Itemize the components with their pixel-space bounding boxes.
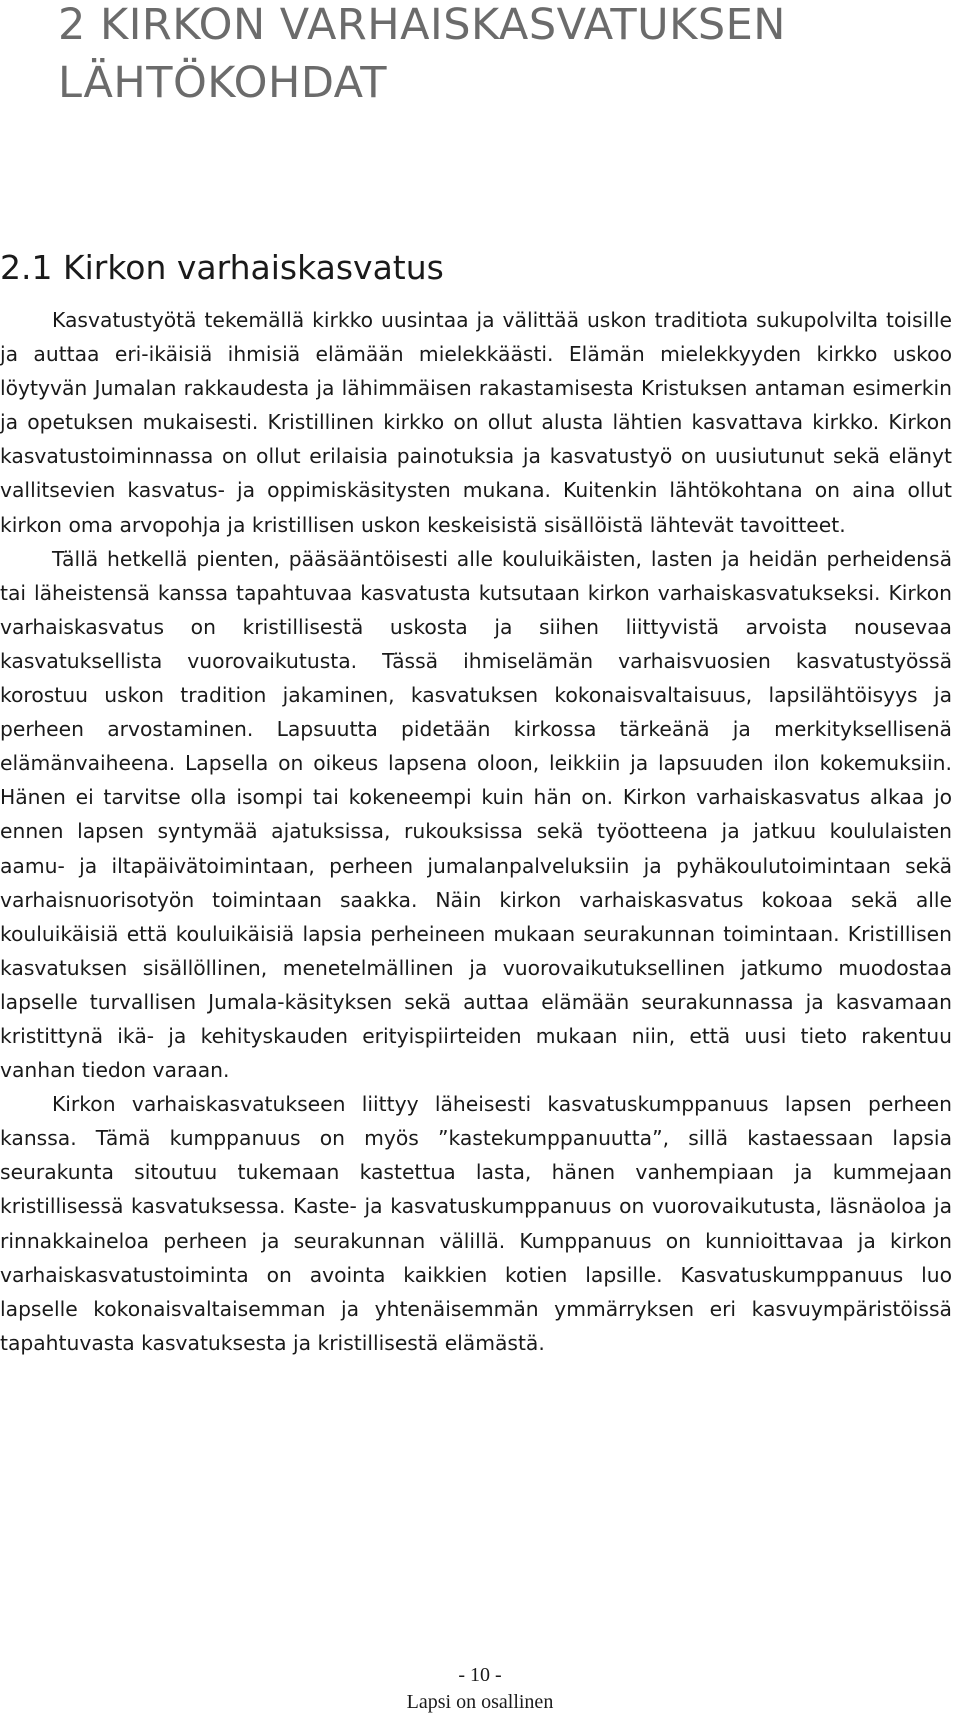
paragraph: Kasvatustyötä tekemällä kirkko uusintaa ja välittää uskon traditiota sukupolvilta toisille ja auttaa eri-ikäisiä ihmisiä elämään mielekkäästi. Elämän mielekkyyden kirkko uskoo löytyvän Jumalan rakkaudesta ja lähimmäisen rakastamisesta Kristuksen antaman esimerkin ja opetuksen mukaisesti. Kristillinen kirkko on ollut alusta lähtien kasvattava kirkko. Kirkon kasvatustoiminnassa on ollut erilaisia painotuksia ja kasvatustyö on uusiutunut sekä elänyt vallitsevien kasvatus- ja oppimiskäsitysten mukana. Kuitenkin lähtökohtana on aina ollut kirkon oma arvopohja ja kristillisen uskon keskeisistä sisällöistä lähtevät tavoitteet. bbox=[0, 308, 952, 537]
page-number: - 10 - bbox=[458, 1664, 502, 1686]
paragraph: Kirkon varhaiskasvatukseen liittyy läheisesti kasvatuskumppanuus lapsen perheen kanssa. Tämä kumppanuus on myös ”kastekumppanuutta”, sillä kastaessaan lapsia seurakunta sitoutuu tukemaan kastettua lasta, hänen vanhempiaan ja kummejaan kristillisessä kasvatuksessa. Kaste- ja kasvatuskumppanuus on vuorovaikutusta, läsnäoloa ja rinnakkaineloa perheen ja seurakunnan välillä. Kumppanuus on kunnioittavaa ja kirkon varhaiskasvatustoiminta on avointa kaikkien kotien lapsille. Kasvatuskumppanuus luo lapselle kokonaisvaltaisemman ja yhtenäisemmän ymmärryksen eri kasvuympäristöissä tapahtuvasta kasvatuksesta ja kristillisestä elämästä. bbox=[0, 1092, 952, 1355]
paragraph: Tällä hetkellä pienten, pääsääntöisesti alle kouluikäisten, lasten ja heidän perheidensä tai läheistensä kanssa tapahtuvaa kasvatusta kutsutaan kirkon varhaiskasvatukseksi. Kirkon varhaiskasvatus on kristillisestä uskosta ja siihen liittyvistä arvoista nousevaa kasvatuksellista vuorovaikutusta. Tässä ihmiselämän varhaisvuosien kasvatustyössä korostuu uskon tradition jakaminen, kasvatuksen kokonaisvaltaisuus, lapsilähtöisyys ja perheen arvostaminen. Lapsuutta pidetään kirkossa tärkeänä ja merkityksellisenä elämänvaiheena. Lapsella on oikeus lapsena oloon, leikkiin ja lapsuuden ilon kokemuksiin. Hänen ei tarvitse olla isompi tai kokeneempi kuin hän on. Kirkon varhaiskasvatus alkaa jo ennen lapsen syntymää ajatuksissa, rukouksissa sekä työotteena ja jatkuu koululaisten aamu- ja iltapäivätoimintaan, perheen jumalanpalveluksiin ja pyhäkoulutoimintaan sekä varhaisnuorisotyön toimintaan saakka. Näin kirkon varhaiskasvatus kokoaa sekä alle kouluikäisiä että kouluikäisiä lapsia perheineen mukaan seurakunnan toimintaan. Kristillisen kasvatuksen sisällöllinen, menetelmällinen ja vuorovaikutuksellinen jatkumo muodostaa lapselle turvallisen Jumala-käsityksen sekä auttaa elämään seurakunnassa ja kasvamaan kristittynä ikä- ja kehityskauden erityispiirteiden mukaan niin, että uusi tieto rakentuu vanhan tiedon varaan. bbox=[0, 546, 952, 1083]
footer-title: Lapsi on osallinen bbox=[406, 1691, 554, 1713]
chapter-title: 2 KIRKON VARHAISKASVATUKSEN LÄHTÖKOHDAT bbox=[58, 0, 786, 108]
body-text bbox=[0, 303, 952, 1360]
section-title: 2.1 Kirkon varhaiskasvatus bbox=[0, 248, 444, 287]
